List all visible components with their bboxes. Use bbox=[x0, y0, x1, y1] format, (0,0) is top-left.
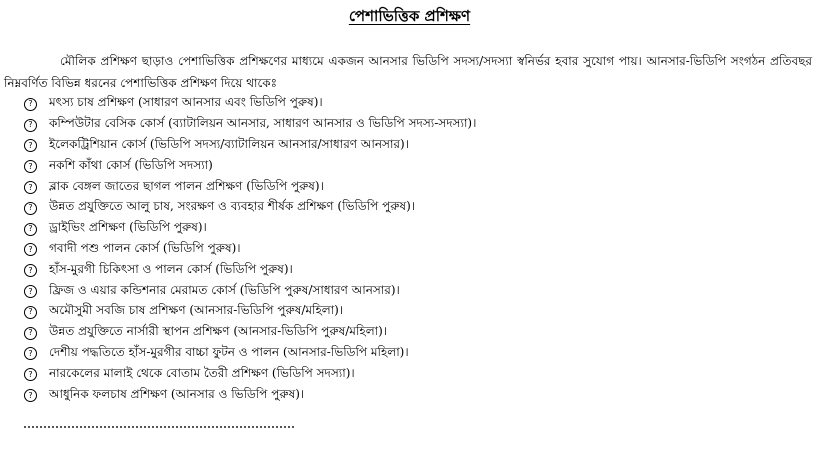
training-item-text: আধুনিক ফলচাষ প্রশিক্ষণ (আনসার ও ভিডিপি পুরুষ)। bbox=[49, 386, 305, 401]
training-item bbox=[24, 177, 814, 198]
training-item bbox=[24, 364, 814, 385]
training-item bbox=[24, 323, 814, 344]
question-circle-icon: ? bbox=[24, 389, 37, 402]
training-item bbox=[24, 156, 814, 177]
training-item bbox=[24, 344, 814, 365]
question-circle-icon: ? bbox=[24, 98, 37, 111]
training-item bbox=[24, 302, 814, 323]
training-item bbox=[24, 198, 814, 219]
question-circle-icon: ? bbox=[24, 368, 37, 381]
training-item bbox=[24, 136, 814, 157]
training-item bbox=[24, 385, 814, 406]
training-item-text: অমৌসুমী সবজি চাষ প্রশিক্ষণ (আনসার-ভিডিপি পুরুষ/মহিলা)। bbox=[49, 303, 344, 318]
page-title bbox=[0, 6, 819, 26]
question-circle-icon: ? bbox=[24, 181, 37, 194]
training-item-text: হাঁস-মুরগী চিকিৎসা ও পালন কোর্স (ভিডিপি পুরুষ)। bbox=[49, 261, 293, 276]
training-item bbox=[24, 115, 814, 136]
training-item-text: উন্নত প্রযুক্তিতে আলু চাষ, সংরক্ষণ ও ব্যবহার শীর্ষক প্রশিক্ষণ (ভিডিপি পুরুষ)। bbox=[49, 199, 416, 214]
training-item bbox=[24, 94, 814, 115]
question-circle-icon: ? bbox=[24, 306, 37, 319]
training-item-text: গবাদী পশু পালন কোর্স (ভিডিপি পুরুষ)। bbox=[49, 240, 241, 255]
question-circle-icon: ? bbox=[24, 327, 37, 340]
training-item-text: নকশি কাঁথা কোর্স (ভিডিপি সদস্যা) bbox=[49, 157, 213, 172]
question-circle-icon: ? bbox=[24, 243, 37, 256]
question-circle-icon: ? bbox=[24, 119, 37, 132]
question-circle-icon: ? bbox=[24, 285, 37, 298]
training-item-text: উন্নত প্রযুক্তিতে নার্সারী স্থাপন প্রশিক্ষণ (আনসার-ভিডিপি পুরুষ/মহিলা)। bbox=[49, 324, 388, 339]
training-item bbox=[24, 219, 814, 240]
question-circle-icon: ? bbox=[24, 264, 37, 277]
training-item-text: কম্পিউটার বেসিক কোর্স (ব্যাটালিয়ন আনসার, সাধারণ আনসার ও ভিডিপি সদস্য-সদস্যা)। bbox=[49, 116, 477, 131]
training-item-text: নারকেলের মালাই থেকে বোতাম তৈরী প্রশিক্ষণ (ভিডিপি সদস্যা)। bbox=[49, 365, 355, 380]
training-item bbox=[24, 281, 814, 302]
training-item-text: মৎস্য চাষ প্রশিক্ষণ (সাধারণ আনসার এবং ভিডিপি পুরুষ)। bbox=[49, 95, 323, 110]
intro-paragraph: মৌলিক প্রশিক্ষণ ছাড়াও পেশাভিত্তিক প্রশিক্ষণের মাধ্যমে একজন আনসার ভিডিপি সদস্য/সদস্যা স্বনির্ভর হবার সুযোগ পায়। আনসার-ভিডিপি সংগঠন প্রতিবছর নিম্নবর্ণিত বিভিন্ন ধরনের পেশাভিত্তিক প্রশিক্ষণ দিয়ে থাকেঃ bbox=[4, 54, 812, 90]
question-circle-icon: ? bbox=[24, 202, 37, 215]
training-item-text: ইলেকট্রিশিয়ান কোর্স (ভিডিপি সদস্য/ব্যাটালিয়ন আনসার/সাধারণ আনসার)। bbox=[49, 136, 410, 151]
question-circle-icon: ? bbox=[24, 347, 37, 360]
cut-off-next-item bbox=[24, 426, 294, 432]
question-circle-icon: ? bbox=[24, 223, 37, 236]
training-item bbox=[24, 240, 814, 261]
page-title-text: পেশাভিত্তিক প্রশিক্ষণ bbox=[348, 7, 471, 25]
training-item-text: ফ্রিজ ও এয়ার কন্ডিশনার মেরামত কোর্স (ভিডিপি পুরুষ/সাধারণ আনসার)। bbox=[49, 282, 400, 297]
training-item-text: ড্রাইভিং প্রশিক্ষণ (ভিডিপি পুরুষ)। bbox=[49, 220, 207, 235]
training-item bbox=[24, 260, 814, 281]
question-circle-icon: ? bbox=[24, 160, 37, 173]
question-circle-icon: ? bbox=[24, 139, 37, 152]
training-item-text: ব্লাক বেঙ্গল জাতের ছাগল পালন প্রশিক্ষণ (ভিডিপি পুরুষ)। bbox=[49, 178, 324, 193]
training-list bbox=[24, 94, 814, 406]
training-item-text: দেশীয় পদ্ধতিতে হাঁস-মুরগীর বাচ্চা ফুটন ও পালন (আনসার-ভিডিপি মহিলা)। bbox=[49, 344, 409, 359]
